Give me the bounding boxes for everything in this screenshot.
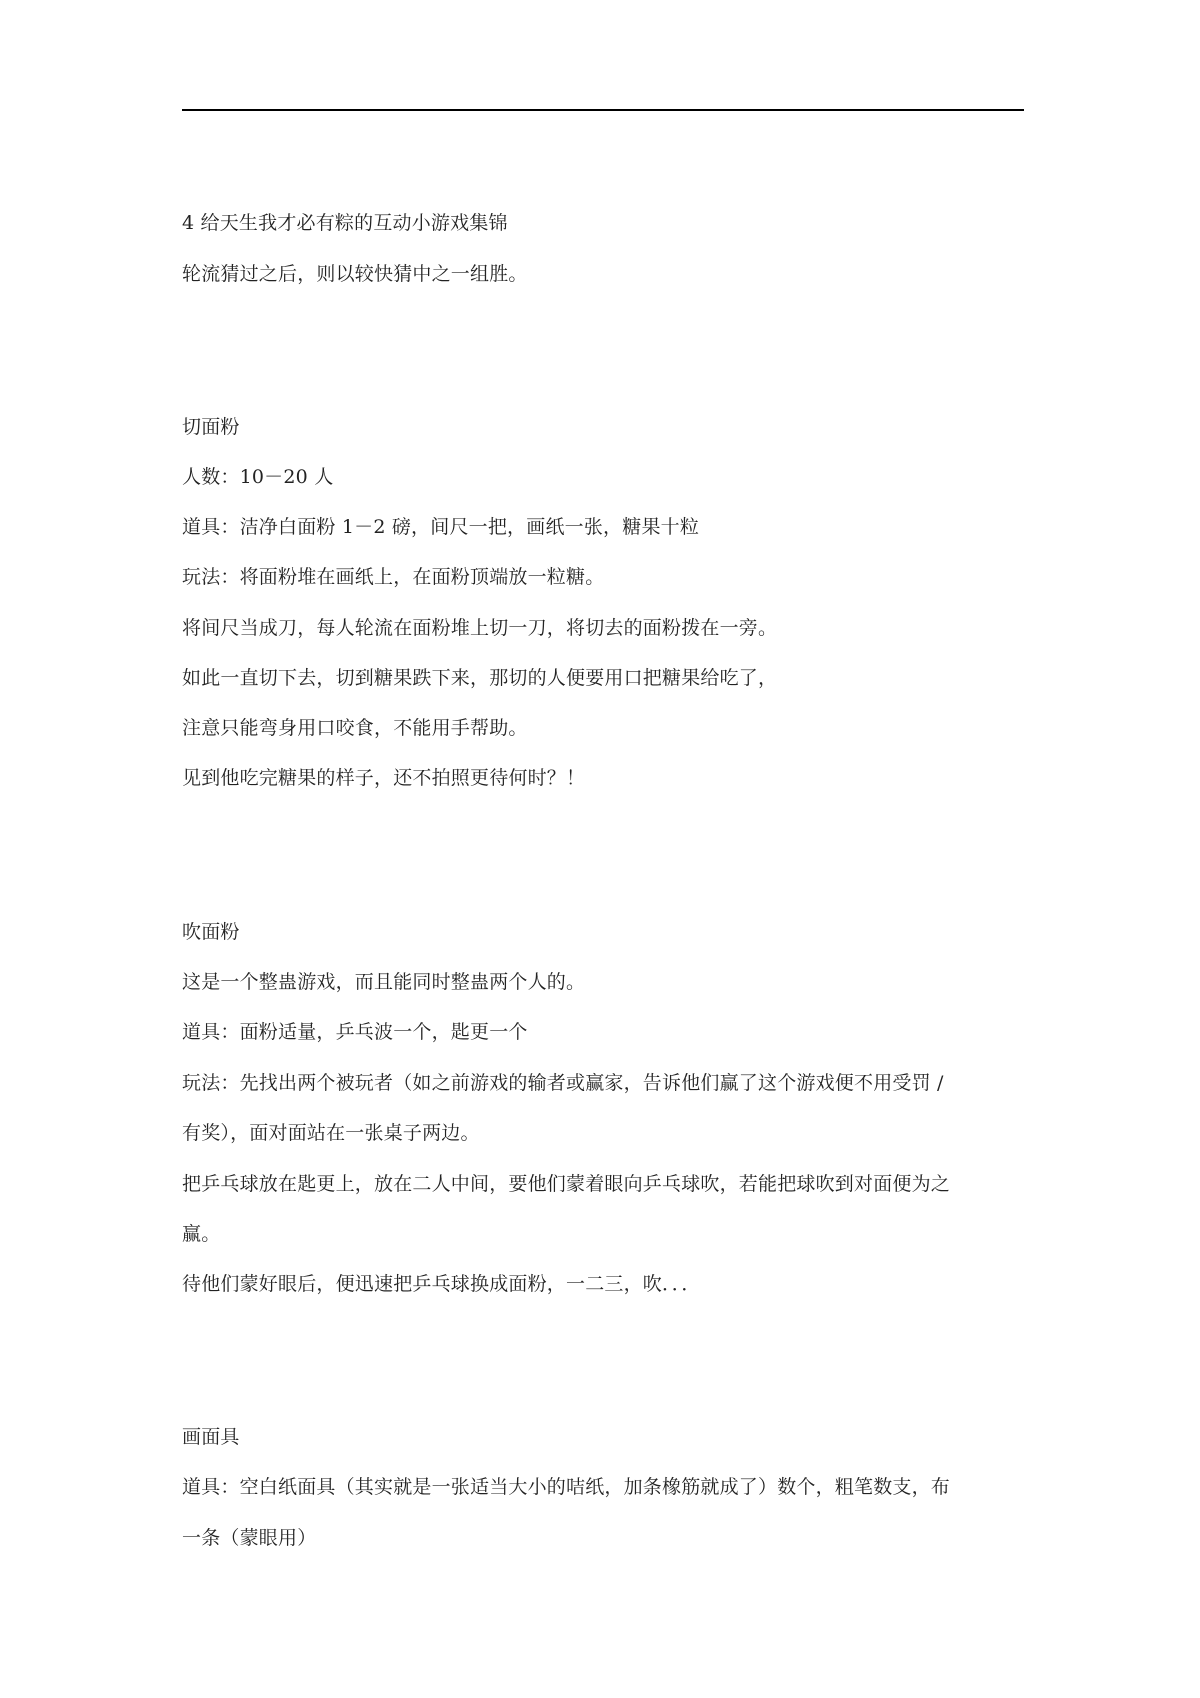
paragraph-line: 将间尺当成刀，每人轮流在面粉堆上切一刀，将切去的面粉拨在一旁。 [182,617,778,639]
page-title: 4 给天生我才必有粽的互动小游戏集锦 [182,212,508,234]
paragraph-line: 人数：10－20 人 [182,466,334,488]
section-heading-cut-flour: 切面粉 [182,416,240,438]
paragraph-line: 如此一直切下去，切到糖果跌下来，那切的人便要用口把糖果给吃了， [182,667,778,689]
paragraph-line: 赢。 [182,1223,221,1245]
paragraph-line: 玩法：将面粉堆在画纸上，在面粉顶端放一粒糖。 [182,566,605,588]
paragraph-line: 注意只能弯身用口咬食，不能用手帮助。 [182,717,528,739]
paragraph-line: 把乒乓球放在匙更上，放在二人中间，要他们蒙着眼向乒乓球吹，若能把球吹到对面便为之 [182,1173,951,1195]
paragraph-line: 道具：面粉适量，乒乓波一个，匙更一个 [182,1021,528,1043]
paragraph-line: 道具：洁净白面粉 1－2 磅，间尺一把，画纸一张，糖果十粒 [182,516,700,538]
paragraph-line: 一条（蒙眼用） [182,1527,317,1549]
paragraph-line: 待他们蒙好眼后，便迅速把乒乓球换成面粉，一二三，吹．．． [182,1273,701,1295]
paragraph-line: 这是一个整蛊游戏，而且能同时整蛊两个人的。 [182,971,586,993]
paragraph-line: 玩法：先找出两个被玩者（如之前游戏的输者或赢家，告诉他们赢了这个游戏便不用受罚 / [182,1072,944,1094]
section-heading-draw-mask: 画面具 [182,1426,240,1448]
paragraph-line: 见到他吃完糖果的样子，还不拍照更待何时？！ [182,767,586,789]
paragraph-line: 有奖），面对面站在一张桌子两边。 [182,1122,480,1144]
paragraph-line: 道具：空白纸面具（其实就是一张适当大小的咭纸，加条橡筋就成了）数个，粗笔数支，布 [182,1476,951,1498]
header-rule [182,109,1024,111]
paragraph-line: 轮流猜过之后，则以较快猜中之一组胜。 [182,263,528,285]
section-heading-blow-flour: 吹面粉 [182,921,240,943]
